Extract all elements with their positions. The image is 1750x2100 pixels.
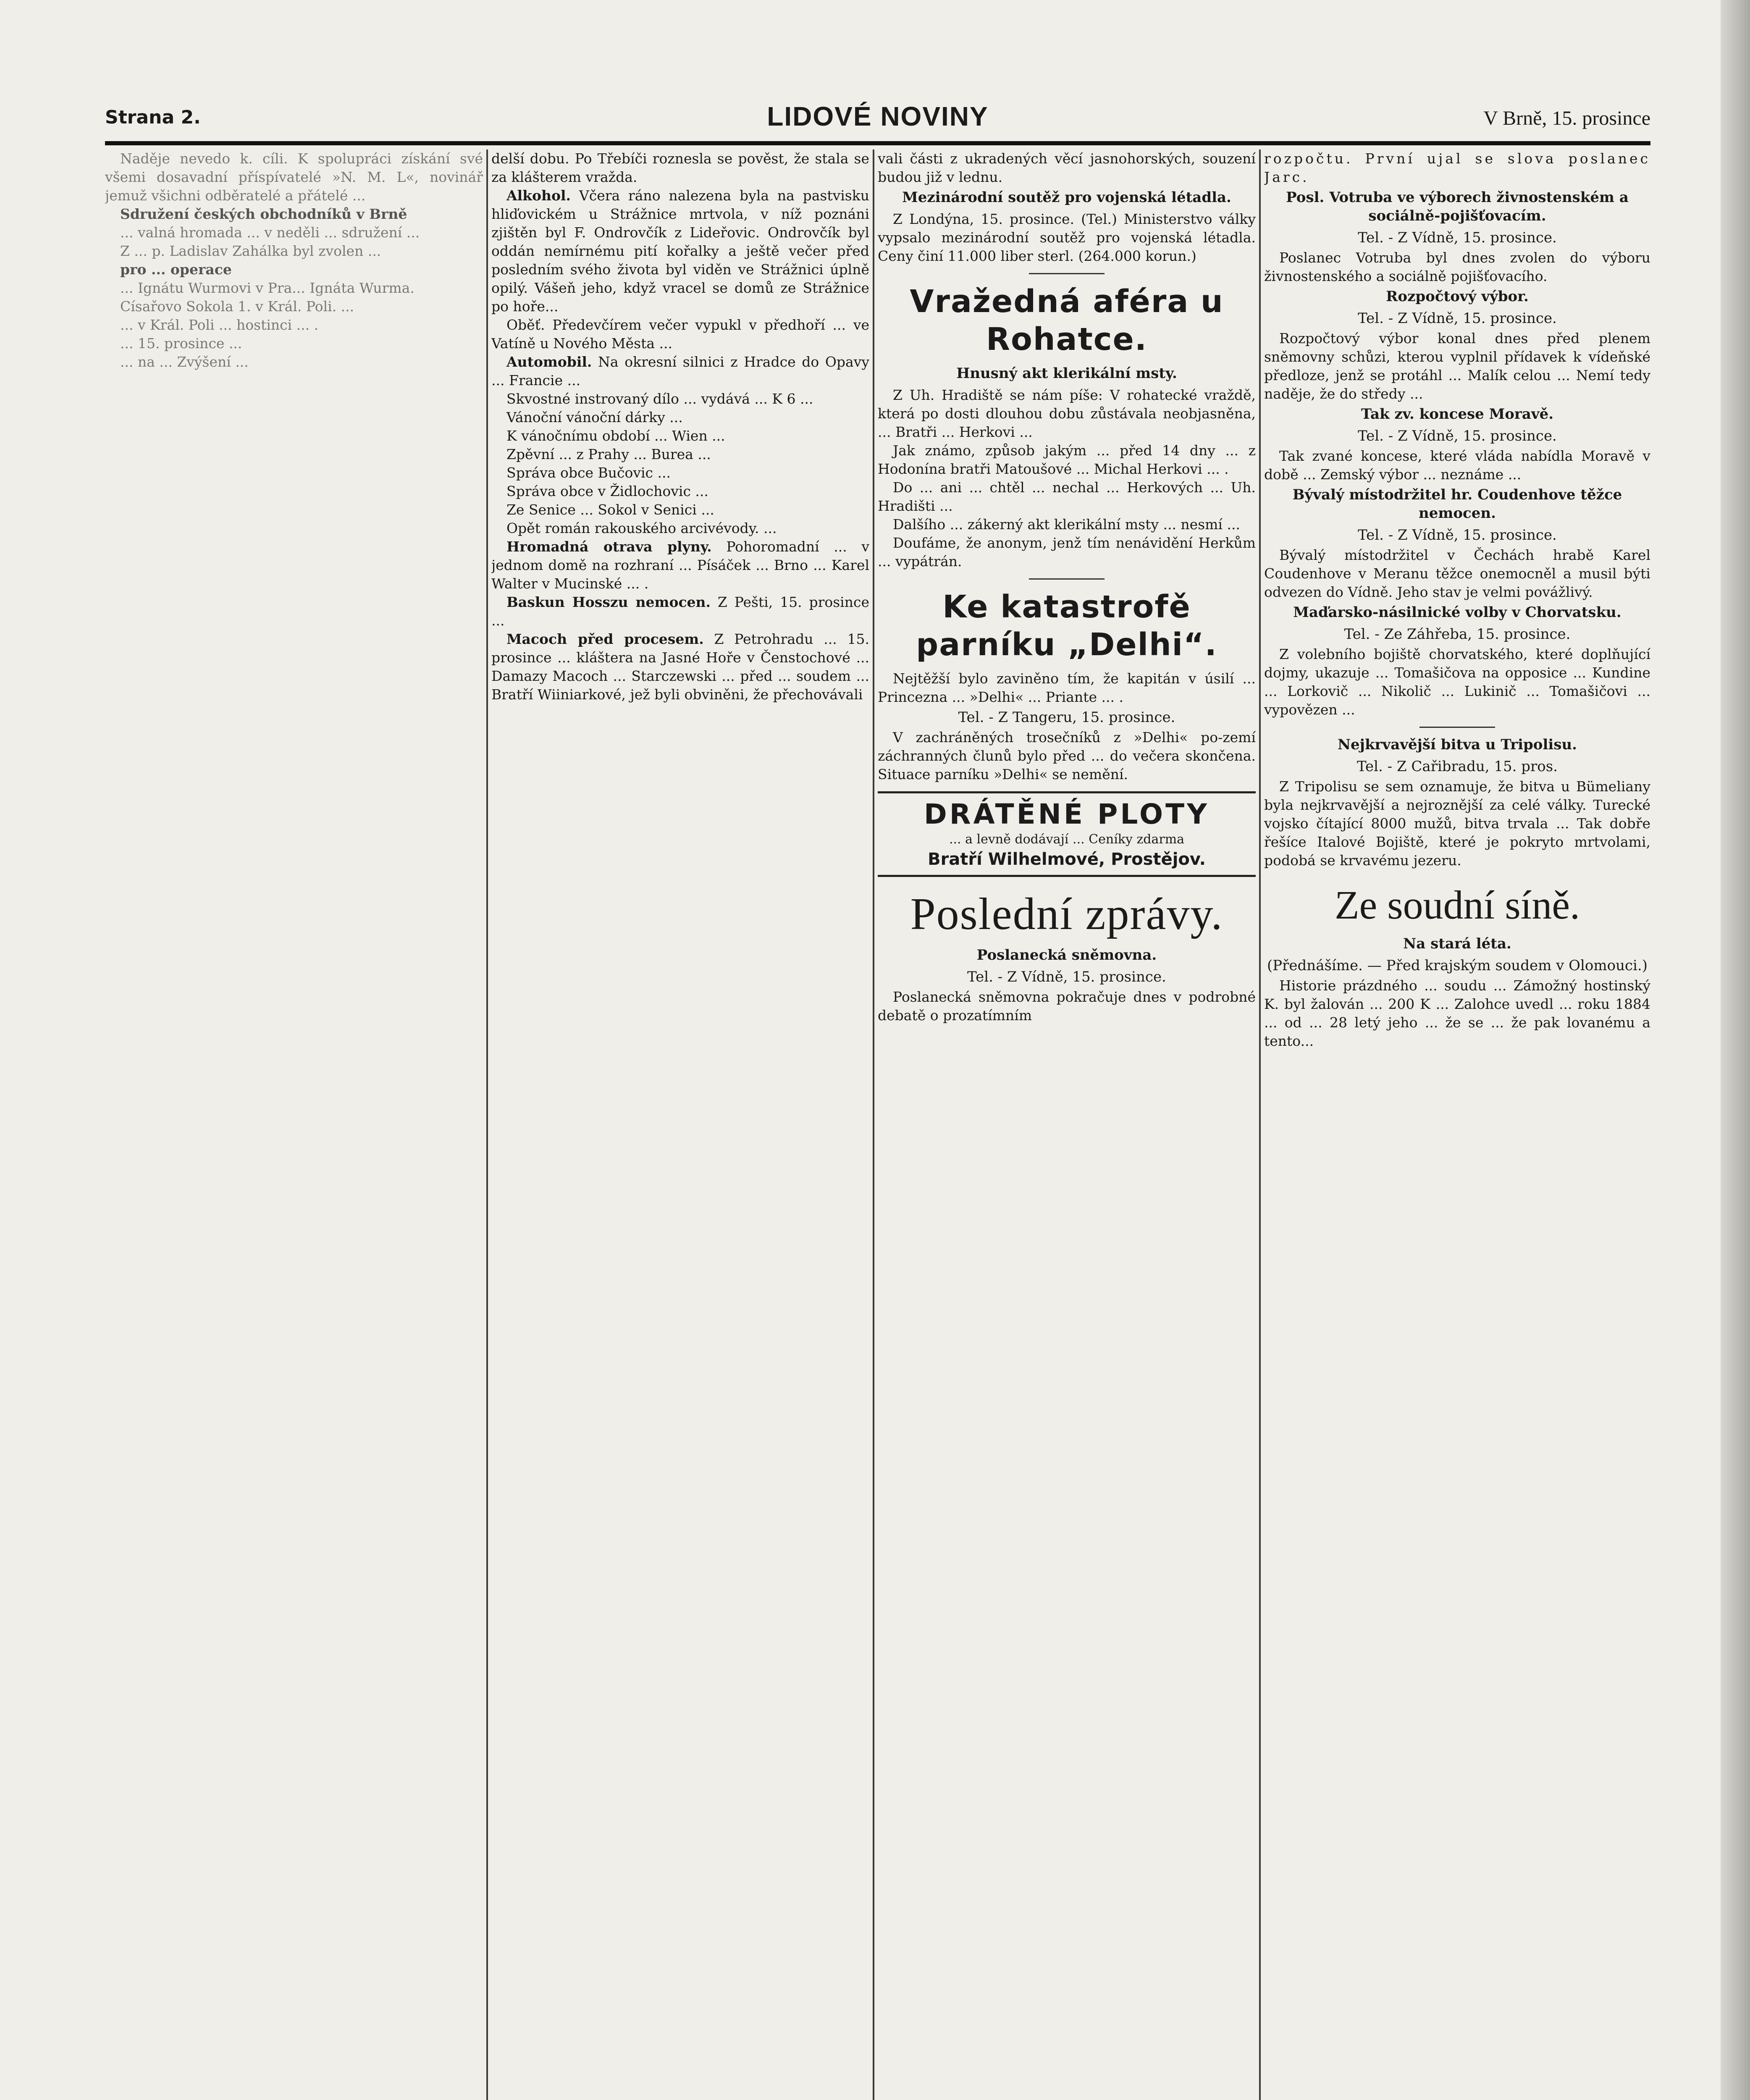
article-paragraph: Skvostné instrovaný dílo ... vydává ... K 6 ... xyxy=(506,391,813,407)
dateline: Tel. - Z Vídně, 15. prosince. xyxy=(1358,428,1557,444)
article-heading: Mezinárodní soutěž pro vojenská létadla. xyxy=(902,189,1231,206)
article-paragraph: Správa obce v Židlochovic ... xyxy=(506,483,708,499)
article-paragraph: Z Uh. Hradiště se nám píše: V rohatecké vraždě, která po dosti dlouhou dobu zůstávala neobjasněna, ... Bratři ... Herkovi ... xyxy=(878,387,1256,440)
article-paragraph: Do ... ani ... chtěl ... nechal ... Herkových ... Uh. Hradišti ... xyxy=(878,479,1256,514)
article-paragraph: Poslanec Votruba byl dnes zvolen do výboru živnostenského a sociálně pojišťovacího. xyxy=(1264,249,1650,284)
article-headline: Ke katastrofě parníku „Delhi“. xyxy=(916,589,1217,663)
ad-company: Bratří Wilhelmové, Prostějov. xyxy=(928,850,1206,869)
article-paragraph: ... v Král. Poli ... hostinci ... . xyxy=(120,317,319,333)
dateline: Tel. - Ze Záhřeba, 15. prosince. xyxy=(1344,626,1571,643)
article-paragraph: ... valná hromada ... v neděli ... sdružení ... xyxy=(120,224,420,241)
column-1 xyxy=(105,150,483,2100)
article-paragraph: Nejtěžší bylo zaviněno tím, že kapitán v úsilí ... Princezna ... »Delhi« ... Priante ... . xyxy=(878,670,1256,705)
article-subheading: Poslanecká sněmovna. xyxy=(976,947,1157,963)
article-heading: Hromadná otrava plyny. xyxy=(506,538,712,555)
article-heading: Baskun Hosszu nemocen. xyxy=(506,594,711,610)
column-divider xyxy=(486,150,488,2100)
article-paragraph: Historie prázdného ... soudu ... Zámožný hostinský K. byl žalován ... 200 K ... Zalohce uvedl ... roku 1884 ... od ... 28 letý jeho ... že se ... že pak lovanému a tento... xyxy=(1264,977,1650,1049)
article-subheading: Na stará léta. xyxy=(1403,935,1511,952)
section-title: Poslední zprávy. xyxy=(910,889,1223,939)
article-paragraph: ... 15. prosince ... xyxy=(120,335,242,352)
column-3 xyxy=(878,150,1256,2100)
article-paragraph: ... na ... Zvýšení ... xyxy=(120,354,249,370)
header-rule xyxy=(105,141,1650,145)
article-paragraph: delší dobu. Po Třebíči roznesla se pověst, že stala se za klášterem vražda. xyxy=(491,150,869,185)
article-paragraph: Císařovo Sokola 1. v Král. Poli. ... xyxy=(120,298,354,315)
article-paragraph: Ze Senice ... Sokol v Senici ... xyxy=(506,501,714,518)
article-heading: Alkohol. xyxy=(506,187,571,204)
dateline: Tel. - Z Vídně, 15. prosince. xyxy=(1358,229,1557,246)
divider xyxy=(1419,727,1495,728)
dateline: Tel. - Z Tangeru, 15. prosince. xyxy=(958,709,1175,726)
issue-date: V Brně, 15. prosince xyxy=(1483,107,1650,129)
column-2 xyxy=(491,150,869,2100)
divider xyxy=(1029,578,1105,580)
page-number: Strana 2. xyxy=(105,107,201,128)
article-paragraph: K vánočnímu období ... Wien ... xyxy=(506,428,725,444)
article-heading: Posl. Votruba ve výborech živnostenském a sociálně-pojišťovacím. xyxy=(1286,189,1629,224)
article-paragraph: Rozpočtový výbor konal dnes před plenem sněmovny schůzi, kterou vyplnil přídavek k vídeňské předloze, jenž se protáhl ... Malík celou ... Nemí tedy naděje, že do středy ... xyxy=(1264,330,1650,402)
article-note: (Přednášíme. — Před krajským soudem v Olomouci.) xyxy=(1267,957,1648,974)
article-heading: pro ... operace xyxy=(120,261,232,278)
article-paragraph: Správa obce Bučovic ... xyxy=(506,465,671,481)
dateline: Tel. - Z Vídně, 15. prosince. xyxy=(967,969,1166,985)
article-paragraph: Oběť. Předevčírem večer vypukl v předhoří ... ve Vatíně u Nového Města ... xyxy=(491,317,869,352)
advertisement xyxy=(878,791,1256,877)
article-subheading: Hnusný akt klerikální msty. xyxy=(956,365,1177,382)
article-paragraph: Doufáme, že anonym, jenž tím nenávidění Herkům ... vypátrán. xyxy=(878,535,1256,570)
column-divider xyxy=(873,150,874,2100)
article-paragraph: Zpěvní ... z Prahy ... Burea ... xyxy=(506,446,711,462)
article-paragraph: ... Ignátu Wurmovi v Pra... Ignáta Wurma. xyxy=(120,280,415,296)
article-heading: Maďarsko-násilnické volby v Chorvatsku. xyxy=(1293,604,1621,621)
article-heading: Bývalý místodržitel hr. Coudenhove těžce nemocen. xyxy=(1292,486,1622,522)
article-heading: Macoch před procesem. xyxy=(506,631,704,647)
article-paragraph: Vánoční vánoční dárky ... xyxy=(506,409,683,425)
column-4 xyxy=(1264,150,1650,2100)
article-paragraph: Včera ráno nalezena byla na pastvisku hliďovickém u Strážnice mrtvola, v níž poznáni zjištěn byl F. Ondrovčík z Lideřovic. Ondrovčík byl oddán nemírnému pití kořalky a ještě večer před posledním svého života byl viděn ve Strážnici úplně opilý. Vášeň jeho, když vracel se domů ze Strážnice po hoře... xyxy=(491,187,869,315)
ad-title: DRÁTĚNÉ PLOTY xyxy=(924,798,1210,830)
article-paragraph: Na okresní silnici z Hradce do Opavy ... Francie ... xyxy=(491,354,869,388)
article-heading: Automobil. xyxy=(506,354,592,370)
article-paragraph: Tak zvané koncese, které vláda nabídla Moravě v době ... Zemský výbor ... neznáme ... xyxy=(1264,448,1650,483)
article-paragraph: Z Tripolisu se sem oznamuje, že bitva u Bümeliany byla nejkrvavější a nejroznější za celé války. Turecké vojsko čítající 8000 mužů, bitva trvala ... Tak dobře řešíce Italové Bojiště, které je pokryto mrtvolami, podobá se krvavému jezeru. xyxy=(1264,778,1650,869)
dateline: Tel. - Z Cařibradu, 15. pros. xyxy=(1357,758,1558,775)
article-paragraph: V zachráněných trosečníků z »Delhi« po-zemí záchranných člunů bylo před ... do večera skončena. Situace parníku »Delhi« se nemění. xyxy=(878,729,1256,782)
article-paragraph: Z Pešti, 15. prosince ... xyxy=(491,594,869,629)
article-paragraph: Pohoromadní ... v jednom domě na rozhraní ... Písáček ... Brno ... Karel Walter v Mucinské ... . xyxy=(491,538,869,592)
dateline: Tel. - Z Vídně, 15. prosince. xyxy=(1358,527,1557,543)
article-heading: Nejkrvavější bitva u Tripolisu. xyxy=(1337,736,1577,753)
article-paragraph: Poslanecká sněmovna pokračuje dnes v podrobné debatě o prozatímním xyxy=(878,989,1256,1024)
article-paragraph: Opět román rakouského arcivévody. ... xyxy=(506,520,777,536)
article-paragraph: rozpočtu. První ujal se slova poslanec Jarc. xyxy=(1264,150,1650,185)
article-paragraph: Bývalý místodržitel v Čechách hrabě Karel Coudenhove v Meranu těžce onemocněl a musil býti odvezen do Vídně. Jeho stav je velmi povážlivý. xyxy=(1264,547,1650,600)
article-paragraph: Z Londýna, 15. prosince. (Tel.) Ministerstvo války vypsalo mezinárodní soutěž pro vojenská létadla. Ceny činí 11.000 liber sterl. (264.000 korun.) xyxy=(878,211,1256,264)
article-paragraph: Jak známo, způsob jakým ... před 14 dny ... z Hodonína bratři Matoušové ... Michal Herkovi ... . xyxy=(878,442,1256,477)
ad-text: ... a levně dodávají ... Ceníky zdarma xyxy=(949,832,1185,847)
scan-edge xyxy=(1721,0,1750,2100)
column-divider xyxy=(1259,150,1261,2100)
article-heading: Rozpočtový výbor. xyxy=(1386,288,1529,305)
article-paragraph: Z Petrohradu ... 15. prosince ... kláštera na Jasné Hoře v Čenstochové ... Damazy Macoch ... Starczewski ... před ... soudem ... Bratří Wiiniarkové, jež byli obviněni, že přechovávali xyxy=(491,631,869,703)
article-paragraph: Z ... p. Ladislav Zahálka byl zvolen ... xyxy=(120,243,381,259)
page-header xyxy=(105,101,1650,139)
article-paragraph: Naděje nevedo k. cíli. K spolupráci získání své všemi dosavadní příspívatelé »N. M. L«, novinář jemuž všichni odběratelé a přátelé ... xyxy=(105,150,483,204)
divider xyxy=(1029,273,1105,274)
article-heading: Tak zv. koncese Moravě. xyxy=(1361,406,1554,423)
dateline: Tel. - Z Vídně, 15. prosince. xyxy=(1358,310,1557,327)
section-title: Ze soudní síně. xyxy=(1335,882,1580,927)
article-heading: Sdružení českých obchodníků v Brně xyxy=(120,206,407,222)
article-headline: Vražedná aféra u Rohatce. xyxy=(910,284,1224,357)
article-paragraph: Z volebního bojiště chorvatského, které doplňující dojmy, ukazuje ... Tomašičova na opposice ... Kundine ... Lorkovič ... Nikolič ... Lukinič ... Tomašičovi ... vypovězen ... xyxy=(1264,646,1650,718)
article-paragraph: Dalšího ... zákerný akt klerikální msty ... nesmí ... xyxy=(893,516,1240,533)
newspaper-title: LIDOVÉ NOVINY xyxy=(767,101,989,131)
article-paragraph: vali části z ukradených věcí jasnohorských, souzení budou již v lednu. xyxy=(878,150,1256,185)
